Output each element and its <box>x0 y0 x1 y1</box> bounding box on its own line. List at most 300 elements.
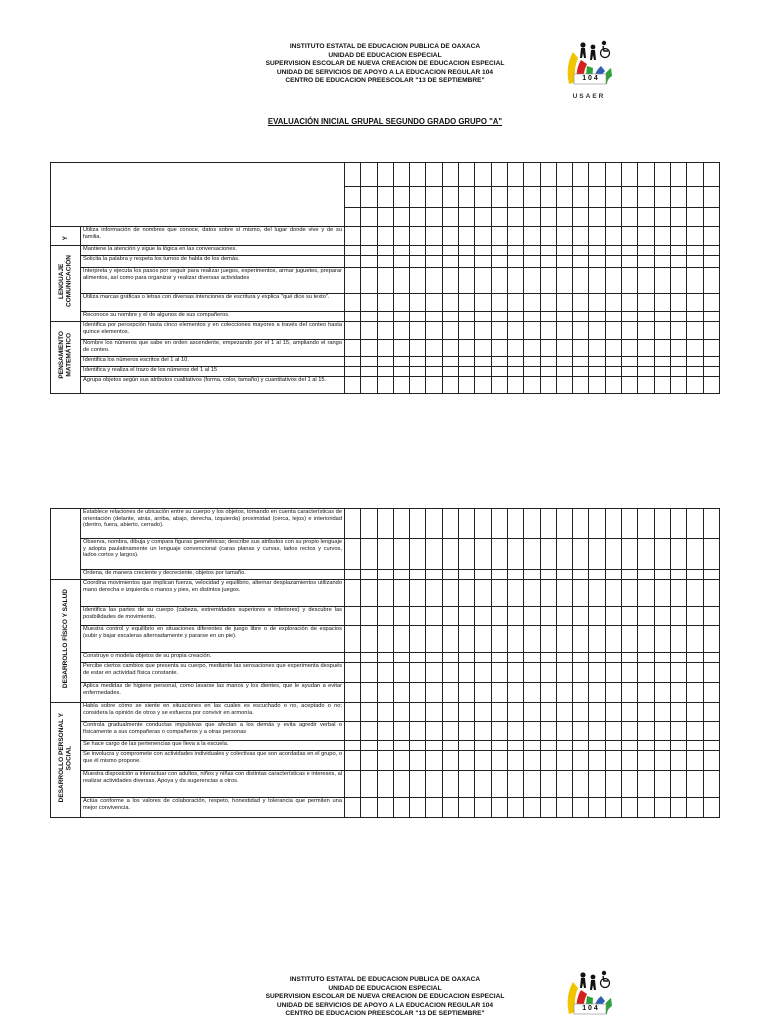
evaluation-cell[interactable] <box>540 187 556 208</box>
evaluation-cell[interactable] <box>442 509 458 539</box>
evaluation-cell[interactable] <box>622 256 638 268</box>
evaluation-cell[interactable] <box>393 357 409 367</box>
evaluation-cell[interactable] <box>361 570 377 580</box>
evaluation-cell[interactable] <box>507 570 523 580</box>
evaluation-cell[interactable] <box>605 626 621 653</box>
evaluation-cell[interactable] <box>393 322 409 340</box>
evaluation-cell[interactable] <box>475 367 491 377</box>
evaluation-cell[interactable] <box>426 580 442 607</box>
evaluation-cell[interactable] <box>573 751 589 771</box>
evaluation-cell[interactable] <box>361 256 377 268</box>
evaluation-cell[interactable] <box>687 208 703 227</box>
evaluation-cell[interactable] <box>654 771 670 798</box>
evaluation-cell[interactable] <box>670 570 686 580</box>
evaluation-cell[interactable] <box>426 570 442 580</box>
evaluation-cell[interactable] <box>361 377 377 394</box>
evaluation-cell[interactable] <box>459 663 475 683</box>
evaluation-cell[interactable] <box>589 703 605 722</box>
evaluation-cell[interactable] <box>491 256 507 268</box>
evaluation-cell[interactable] <box>638 741 654 751</box>
evaluation-cell[interactable] <box>524 663 540 683</box>
evaluation-cell[interactable] <box>345 208 361 227</box>
evaluation-cell[interactable] <box>687 653 703 663</box>
evaluation-cell[interactable] <box>703 771 719 798</box>
evaluation-cell[interactable] <box>377 607 393 626</box>
evaluation-cell[interactable] <box>361 722 377 741</box>
evaluation-cell[interactable] <box>393 294 409 312</box>
evaluation-cell[interactable] <box>507 357 523 367</box>
evaluation-cell[interactable] <box>524 771 540 798</box>
evaluation-cell[interactable] <box>377 741 393 751</box>
evaluation-cell[interactable] <box>426 163 442 187</box>
evaluation-cell[interactable] <box>491 294 507 312</box>
evaluation-cell[interactable] <box>622 570 638 580</box>
evaluation-cell[interactable] <box>410 322 426 340</box>
evaluation-cell[interactable] <box>589 322 605 340</box>
evaluation-cell[interactable] <box>556 539 572 570</box>
evaluation-cell[interactable] <box>361 751 377 771</box>
evaluation-cell[interactable] <box>540 312 556 322</box>
evaluation-cell[interactable] <box>687 509 703 539</box>
evaluation-cell[interactable] <box>507 722 523 741</box>
evaluation-cell[interactable] <box>507 312 523 322</box>
evaluation-cell[interactable] <box>426 771 442 798</box>
evaluation-cell[interactable] <box>622 509 638 539</box>
evaluation-cell[interactable] <box>442 377 458 394</box>
evaluation-cell[interactable] <box>361 741 377 751</box>
evaluation-cell[interactable] <box>605 256 621 268</box>
evaluation-cell[interactable] <box>573 322 589 340</box>
evaluation-cell[interactable] <box>459 340 475 357</box>
evaluation-cell[interactable] <box>442 722 458 741</box>
evaluation-cell[interactable] <box>605 187 621 208</box>
evaluation-cell[interactable] <box>393 663 409 683</box>
evaluation-cell[interactable] <box>491 227 507 246</box>
evaluation-cell[interactable] <box>670 509 686 539</box>
evaluation-cell[interactable] <box>687 312 703 322</box>
evaluation-cell[interactable] <box>377 570 393 580</box>
evaluation-cell[interactable] <box>540 798 556 818</box>
evaluation-cell[interactable] <box>638 798 654 818</box>
evaluation-cell[interactable] <box>459 580 475 607</box>
evaluation-cell[interactable] <box>605 703 621 722</box>
evaluation-cell[interactable] <box>556 294 572 312</box>
evaluation-cell[interactable] <box>507 683 523 703</box>
evaluation-cell[interactable] <box>589 256 605 268</box>
evaluation-cell[interactable] <box>475 509 491 539</box>
evaluation-cell[interactable] <box>491 312 507 322</box>
evaluation-cell[interactable] <box>540 294 556 312</box>
evaluation-cell[interactable] <box>524 294 540 312</box>
evaluation-cell[interactable] <box>638 703 654 722</box>
evaluation-cell[interactable] <box>459 509 475 539</box>
evaluation-cell[interactable] <box>442 187 458 208</box>
evaluation-cell[interactable] <box>361 509 377 539</box>
evaluation-cell[interactable] <box>345 163 361 187</box>
evaluation-cell[interactable] <box>670 357 686 367</box>
evaluation-cell[interactable] <box>361 607 377 626</box>
evaluation-cell[interactable] <box>605 208 621 227</box>
evaluation-cell[interactable] <box>410 570 426 580</box>
evaluation-cell[interactable] <box>459 653 475 663</box>
evaluation-cell[interactable] <box>654 268 670 294</box>
evaluation-cell[interactable] <box>605 539 621 570</box>
evaluation-cell[interactable] <box>361 626 377 653</box>
evaluation-cell[interactable] <box>638 256 654 268</box>
evaluation-cell[interactable] <box>426 322 442 340</box>
evaluation-cell[interactable] <box>670 798 686 818</box>
evaluation-cell[interactable] <box>605 509 621 539</box>
evaluation-cell[interactable] <box>589 626 605 653</box>
evaluation-cell[interactable] <box>393 771 409 798</box>
evaluation-cell[interactable] <box>345 653 361 663</box>
evaluation-cell[interactable] <box>556 580 572 607</box>
evaluation-cell[interactable] <box>622 312 638 322</box>
evaluation-cell[interactable] <box>393 268 409 294</box>
evaluation-cell[interactable] <box>605 580 621 607</box>
evaluation-cell[interactable] <box>573 208 589 227</box>
evaluation-cell[interactable] <box>426 741 442 751</box>
evaluation-cell[interactable] <box>410 357 426 367</box>
evaluation-cell[interactable] <box>426 340 442 357</box>
evaluation-cell[interactable] <box>703 227 719 246</box>
evaluation-cell[interactable] <box>573 227 589 246</box>
evaluation-cell[interactable] <box>573 367 589 377</box>
evaluation-cell[interactable] <box>687 663 703 683</box>
evaluation-cell[interactable] <box>524 246 540 256</box>
evaluation-cell[interactable] <box>573 377 589 394</box>
evaluation-cell[interactable] <box>670 268 686 294</box>
evaluation-cell[interactable] <box>442 626 458 653</box>
evaluation-cell[interactable] <box>556 626 572 653</box>
evaluation-cell[interactable] <box>459 771 475 798</box>
evaluation-cell[interactable] <box>393 798 409 818</box>
evaluation-cell[interactable] <box>622 798 638 818</box>
evaluation-cell[interactable] <box>638 312 654 322</box>
evaluation-cell[interactable] <box>540 208 556 227</box>
evaluation-cell[interactable] <box>654 163 670 187</box>
evaluation-cell[interactable] <box>361 539 377 570</box>
evaluation-cell[interactable] <box>377 509 393 539</box>
evaluation-cell[interactable] <box>540 509 556 539</box>
evaluation-cell[interactable] <box>556 322 572 340</box>
evaluation-cell[interactable] <box>361 367 377 377</box>
evaluation-cell[interactable] <box>654 509 670 539</box>
evaluation-cell[interactable] <box>589 653 605 663</box>
evaluation-cell[interactable] <box>361 208 377 227</box>
evaluation-cell[interactable] <box>589 663 605 683</box>
evaluation-cell[interactable] <box>654 322 670 340</box>
evaluation-cell[interactable] <box>573 294 589 312</box>
evaluation-cell[interactable] <box>426 798 442 818</box>
evaluation-cell[interactable] <box>410 539 426 570</box>
evaluation-cell[interactable] <box>703 246 719 256</box>
evaluation-cell[interactable] <box>556 570 572 580</box>
evaluation-cell[interactable] <box>654 187 670 208</box>
evaluation-cell[interactable] <box>556 256 572 268</box>
evaluation-cell[interactable] <box>410 722 426 741</box>
evaluation-cell[interactable] <box>670 683 686 703</box>
evaluation-cell[interactable] <box>605 653 621 663</box>
evaluation-cell[interactable] <box>507 246 523 256</box>
evaluation-cell[interactable] <box>410 268 426 294</box>
evaluation-cell[interactable] <box>377 663 393 683</box>
evaluation-cell[interactable] <box>475 683 491 703</box>
evaluation-cell[interactable] <box>361 246 377 256</box>
evaluation-cell[interactable] <box>426 703 442 722</box>
evaluation-cell[interactable] <box>410 187 426 208</box>
evaluation-cell[interactable] <box>556 509 572 539</box>
evaluation-cell[interactable] <box>687 256 703 268</box>
evaluation-cell[interactable] <box>703 256 719 268</box>
evaluation-cell[interactable] <box>442 539 458 570</box>
evaluation-cell[interactable] <box>524 539 540 570</box>
evaluation-cell[interactable] <box>491 771 507 798</box>
evaluation-cell[interactable] <box>638 340 654 357</box>
evaluation-cell[interactable] <box>459 268 475 294</box>
evaluation-cell[interactable] <box>540 722 556 741</box>
evaluation-cell[interactable] <box>622 539 638 570</box>
evaluation-cell[interactable] <box>377 683 393 703</box>
evaluation-cell[interactable] <box>687 771 703 798</box>
evaluation-cell[interactable] <box>703 268 719 294</box>
evaluation-cell[interactable] <box>361 268 377 294</box>
evaluation-cell[interactable] <box>605 268 621 294</box>
evaluation-cell[interactable] <box>426 357 442 367</box>
evaluation-cell[interactable] <box>361 163 377 187</box>
evaluation-cell[interactable] <box>524 256 540 268</box>
evaluation-cell[interactable] <box>491 751 507 771</box>
evaluation-cell[interactable] <box>426 312 442 322</box>
evaluation-cell[interactable] <box>410 312 426 322</box>
evaluation-cell[interactable] <box>573 256 589 268</box>
evaluation-cell[interactable] <box>524 377 540 394</box>
evaluation-cell[interactable] <box>491 626 507 653</box>
evaluation-cell[interactable] <box>670 722 686 741</box>
evaluation-cell[interactable] <box>475 322 491 340</box>
evaluation-cell[interactable] <box>524 626 540 653</box>
evaluation-cell[interactable] <box>361 663 377 683</box>
evaluation-cell[interactable] <box>459 539 475 570</box>
evaluation-cell[interactable] <box>622 741 638 751</box>
evaluation-cell[interactable] <box>491 722 507 741</box>
evaluation-cell[interactable] <box>491 187 507 208</box>
evaluation-cell[interactable] <box>638 722 654 741</box>
evaluation-cell[interactable] <box>491 163 507 187</box>
evaluation-cell[interactable] <box>573 509 589 539</box>
evaluation-cell[interactable] <box>654 227 670 246</box>
evaluation-cell[interactable] <box>540 607 556 626</box>
evaluation-cell[interactable] <box>687 294 703 312</box>
evaluation-cell[interactable] <box>622 357 638 367</box>
evaluation-cell[interactable] <box>703 683 719 703</box>
evaluation-cell[interactable] <box>622 580 638 607</box>
evaluation-cell[interactable] <box>622 626 638 653</box>
evaluation-cell[interactable] <box>459 703 475 722</box>
evaluation-cell[interactable] <box>345 256 361 268</box>
evaluation-cell[interactable] <box>459 570 475 580</box>
evaluation-cell[interactable] <box>345 798 361 818</box>
evaluation-cell[interactable] <box>654 798 670 818</box>
evaluation-cell[interactable] <box>426 294 442 312</box>
evaluation-cell[interactable] <box>670 367 686 377</box>
evaluation-cell[interactable] <box>377 322 393 340</box>
evaluation-cell[interactable] <box>622 703 638 722</box>
evaluation-cell[interactable] <box>426 227 442 246</box>
evaluation-cell[interactable] <box>377 771 393 798</box>
evaluation-cell[interactable] <box>426 246 442 256</box>
evaluation-cell[interactable] <box>524 268 540 294</box>
evaluation-cell[interactable] <box>475 751 491 771</box>
evaluation-cell[interactable] <box>556 663 572 683</box>
evaluation-cell[interactable] <box>670 187 686 208</box>
evaluation-cell[interactable] <box>703 539 719 570</box>
evaluation-cell[interactable] <box>377 163 393 187</box>
evaluation-cell[interactable] <box>442 683 458 703</box>
evaluation-cell[interactable] <box>442 246 458 256</box>
evaluation-cell[interactable] <box>442 771 458 798</box>
evaluation-cell[interactable] <box>605 722 621 741</box>
evaluation-cell[interactable] <box>442 357 458 367</box>
evaluation-cell[interactable] <box>426 509 442 539</box>
evaluation-cell[interactable] <box>654 208 670 227</box>
evaluation-cell[interactable] <box>589 208 605 227</box>
evaluation-cell[interactable] <box>638 322 654 340</box>
evaluation-cell[interactable] <box>442 607 458 626</box>
evaluation-cell[interactable] <box>507 208 523 227</box>
evaluation-cell[interactable] <box>507 227 523 246</box>
evaluation-cell[interactable] <box>703 626 719 653</box>
evaluation-cell[interactable] <box>491 570 507 580</box>
evaluation-cell[interactable] <box>622 208 638 227</box>
evaluation-cell[interactable] <box>475 703 491 722</box>
evaluation-cell[interactable] <box>670 653 686 663</box>
evaluation-cell[interactable] <box>573 722 589 741</box>
evaluation-cell[interactable] <box>638 570 654 580</box>
evaluation-cell[interactable] <box>638 683 654 703</box>
evaluation-cell[interactable] <box>524 653 540 663</box>
evaluation-cell[interactable] <box>573 771 589 798</box>
evaluation-cell[interactable] <box>524 570 540 580</box>
evaluation-cell[interactable] <box>361 322 377 340</box>
evaluation-cell[interactable] <box>410 741 426 751</box>
evaluation-cell[interactable] <box>524 208 540 227</box>
evaluation-cell[interactable] <box>703 580 719 607</box>
evaluation-cell[interactable] <box>475 798 491 818</box>
evaluation-cell[interactable] <box>426 367 442 377</box>
evaluation-cell[interactable] <box>361 294 377 312</box>
evaluation-cell[interactable] <box>393 256 409 268</box>
evaluation-cell[interactable] <box>556 208 572 227</box>
evaluation-cell[interactable] <box>393 208 409 227</box>
evaluation-cell[interactable] <box>654 607 670 626</box>
evaluation-cell[interactable] <box>703 357 719 367</box>
evaluation-cell[interactable] <box>540 751 556 771</box>
evaluation-cell[interactable] <box>540 227 556 246</box>
evaluation-cell[interactable] <box>687 539 703 570</box>
evaluation-cell[interactable] <box>345 751 361 771</box>
evaluation-cell[interactable] <box>475 208 491 227</box>
evaluation-cell[interactable] <box>345 683 361 703</box>
evaluation-cell[interactable] <box>377 703 393 722</box>
evaluation-cell[interactable] <box>345 626 361 653</box>
evaluation-cell[interactable] <box>442 312 458 322</box>
evaluation-cell[interactable] <box>654 683 670 703</box>
evaluation-cell[interactable] <box>573 607 589 626</box>
evaluation-cell[interactable] <box>475 570 491 580</box>
evaluation-cell[interactable] <box>345 377 361 394</box>
evaluation-cell[interactable] <box>507 771 523 798</box>
evaluation-cell[interactable] <box>540 256 556 268</box>
evaluation-cell[interactable] <box>670 208 686 227</box>
evaluation-cell[interactable] <box>654 626 670 653</box>
evaluation-cell[interactable] <box>475 741 491 751</box>
evaluation-cell[interactable] <box>589 722 605 741</box>
evaluation-cell[interactable] <box>475 163 491 187</box>
evaluation-cell[interactable] <box>573 539 589 570</box>
evaluation-cell[interactable] <box>491 268 507 294</box>
evaluation-cell[interactable] <box>475 653 491 663</box>
evaluation-cell[interactable] <box>687 570 703 580</box>
evaluation-cell[interactable] <box>573 683 589 703</box>
evaluation-cell[interactable] <box>410 208 426 227</box>
evaluation-cell[interactable] <box>524 227 540 246</box>
evaluation-cell[interactable] <box>410 340 426 357</box>
evaluation-cell[interactable] <box>459 751 475 771</box>
evaluation-cell[interactable] <box>345 312 361 322</box>
evaluation-cell[interactable] <box>507 367 523 377</box>
evaluation-cell[interactable] <box>410 663 426 683</box>
evaluation-cell[interactable] <box>540 367 556 377</box>
evaluation-cell[interactable] <box>442 703 458 722</box>
evaluation-cell[interactable] <box>687 703 703 722</box>
evaluation-cell[interactable] <box>524 367 540 377</box>
evaluation-cell[interactable] <box>670 741 686 751</box>
evaluation-cell[interactable] <box>442 294 458 312</box>
evaluation-cell[interactable] <box>687 377 703 394</box>
evaluation-cell[interactable] <box>654 663 670 683</box>
evaluation-cell[interactable] <box>361 312 377 322</box>
evaluation-cell[interactable] <box>638 294 654 312</box>
evaluation-cell[interactable] <box>573 626 589 653</box>
evaluation-cell[interactable] <box>638 246 654 256</box>
evaluation-cell[interactable] <box>605 163 621 187</box>
evaluation-cell[interactable] <box>670 539 686 570</box>
evaluation-cell[interactable] <box>393 312 409 322</box>
evaluation-cell[interactable] <box>605 771 621 798</box>
evaluation-cell[interactable] <box>377 312 393 322</box>
evaluation-cell[interactable] <box>622 187 638 208</box>
evaluation-cell[interactable] <box>410 377 426 394</box>
evaluation-cell[interactable] <box>377 580 393 607</box>
evaluation-cell[interactable] <box>524 607 540 626</box>
evaluation-cell[interactable] <box>426 377 442 394</box>
evaluation-cell[interactable] <box>670 227 686 246</box>
evaluation-cell[interactable] <box>507 294 523 312</box>
evaluation-cell[interactable] <box>393 570 409 580</box>
evaluation-cell[interactable] <box>605 607 621 626</box>
evaluation-cell[interactable] <box>589 771 605 798</box>
evaluation-cell[interactable] <box>491 367 507 377</box>
evaluation-cell[interactable] <box>622 322 638 340</box>
evaluation-cell[interactable] <box>654 722 670 741</box>
evaluation-cell[interactable] <box>475 580 491 607</box>
evaluation-cell[interactable] <box>491 607 507 626</box>
evaluation-cell[interactable] <box>393 607 409 626</box>
evaluation-cell[interactable] <box>507 741 523 751</box>
evaluation-cell[interactable] <box>605 751 621 771</box>
evaluation-cell[interactable] <box>507 751 523 771</box>
